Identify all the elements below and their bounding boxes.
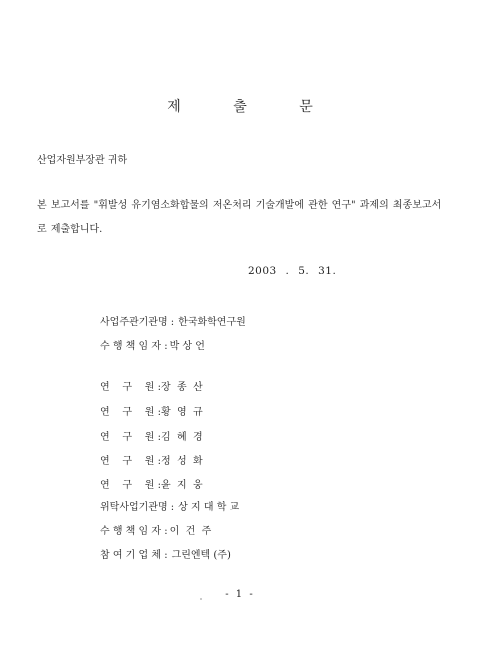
researcher-label: 연 구 원 : <box>100 407 161 418</box>
contract-org-row <box>100 498 239 513</box>
researcher-row <box>100 378 203 393</box>
researcher-row <box>100 452 203 467</box>
addressee: 산업자원부장관 귀하 <box>37 155 128 166</box>
submission-statement <box>37 194 457 242</box>
contract-lead-row <box>100 522 211 537</box>
participant-row <box>100 546 231 561</box>
submission-date: 2003 . 5. 31. <box>248 265 337 277</box>
lead-label: 수 행 책 임 자 : <box>100 341 168 352</box>
researcher-name: 김 혜 경 <box>160 432 203 443</box>
researcher-row <box>100 476 203 491</box>
contract-org-value: 상 지 대 학 교 <box>178 502 240 513</box>
statement-line: 로 제출합니다. <box>37 224 103 235</box>
contract-org-label: 위탁사업기관명 : <box>100 502 175 513</box>
lead-row <box>100 337 205 352</box>
organization-row <box>100 313 246 328</box>
researcher-row <box>100 403 203 418</box>
page-number: - 1 - <box>225 589 255 600</box>
researcher-label: 연 구 원 : <box>100 382 161 393</box>
researcher-name: 장 종 산 <box>160 382 203 393</box>
scan-speck <box>200 598 202 600</box>
researcher-label: 연 구 원 : <box>100 456 161 467</box>
participant-value: 그린엔텍 (주) <box>171 550 231 561</box>
researcher-row <box>100 428 203 443</box>
participant-label: 참 여 기 업 체 : <box>100 550 168 561</box>
researcher-label: 연 구 원 : <box>100 432 161 443</box>
contract-lead-label: 수 행 책 임 자 : <box>100 526 168 537</box>
contract-lead-value: 이 건 주 <box>169 526 212 537</box>
organization-label: 사업주관기관명 : <box>100 317 175 328</box>
organization-value: 한국화학연구원 <box>178 317 246 328</box>
statement-line: 본 보고서를 "휘발성 유기염소화합물의 저온처리 기술개발에 관한 연구" 과제의 최종보고서 <box>37 200 442 211</box>
researcher-name: 황 영 규 <box>160 407 203 418</box>
lead-value: 박 상 언 <box>169 341 205 352</box>
researcher-name: 윤 지 웅 <box>160 480 203 491</box>
researcher-label: 연 구 원 : <box>100 480 161 491</box>
researcher-name: 정 성 화 <box>160 456 203 467</box>
page-title: 제 출 문 <box>167 99 337 115</box>
